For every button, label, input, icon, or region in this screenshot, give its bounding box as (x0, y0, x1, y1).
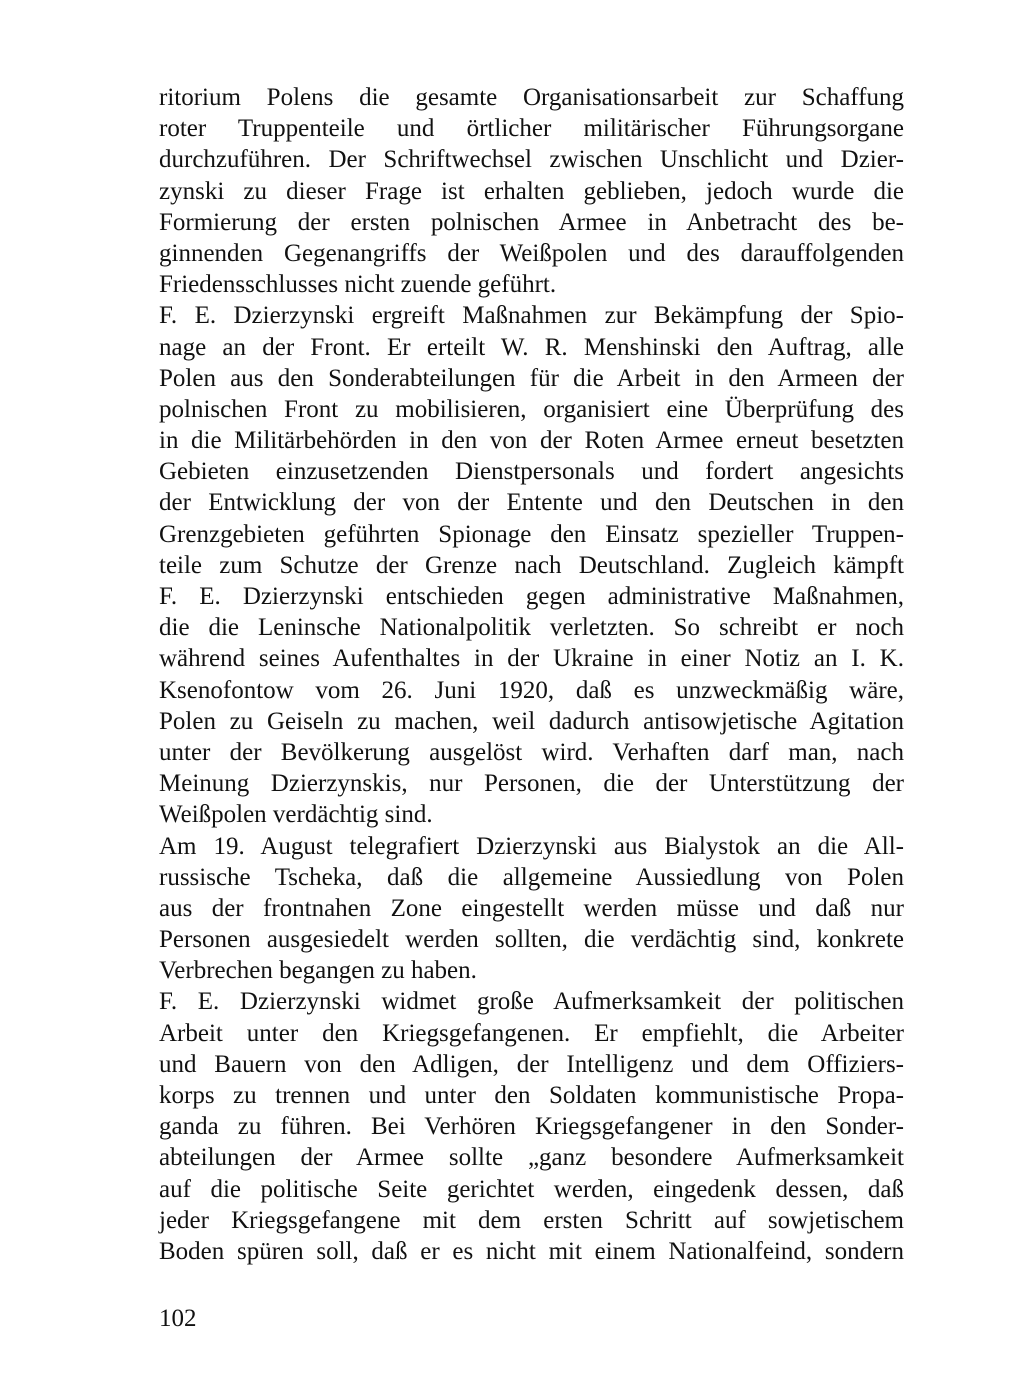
text-line: nage an der Front. Er erteilt W. R. Menshinski den Auftrag, alle (159, 333, 904, 361)
text-line: Grenzgebieten geführten Spionage den Einsatz spezieller Truppen- (159, 520, 904, 548)
text-line: abteilungen der Armee sollte „ganz besondere Aufmerksamkeit (159, 1144, 904, 1172)
text-line: korps zu trennen und unter den Soldaten kommunistische Propa- (159, 1082, 904, 1109)
text-line: unter der Bevölkerung ausgelöst wird. Verhaften darf man, nach (159, 738, 904, 766)
page-body (159, 82, 904, 1267)
text-line: aus der frontnahen Zone eingestellt werden müsse und daß nur (159, 894, 904, 922)
text-line: polnischen Front zu mobilisieren, organisiert eine Überprüfung des (159, 395, 904, 423)
text-line: während seines Aufenthaltes in der Ukraine in einer Notiz an I. K. (159, 645, 904, 673)
text-line: Am 19. August telegrafiert Dzierzynski aus Bialystok an die All- (159, 832, 904, 860)
paragraph-3 (159, 831, 904, 987)
text-line: die die Leninsche Nationalpolitik verletzten. So schreibt er noch (159, 614, 904, 642)
text-line: auf die politische Seite gerichtet werden, eingedenk dessen, daß (159, 1175, 904, 1203)
text-line: jeder Kriegsgefangene mit dem ersten Schritt auf sowjetischem (159, 1206, 904, 1234)
paragraph-1 (159, 82, 904, 300)
text-line: roter Truppenteile und örtlicher militärischer Führungsorgane (159, 115, 904, 143)
text-line: in die Militärbehörden in den von der Roten Armee erneut besetzten (159, 427, 904, 455)
text-line: Polen aus den Sonderabteilungen für die Arbeit in den Armeen der (159, 364, 904, 392)
text-line: Meinung Dzierzynskis, nur Personen, die der Unterstützung der (159, 770, 904, 798)
text-line: Friedensschlusses nicht zuende geführt. (159, 271, 557, 299)
text-line: ginnenden Gegenangriffs der Weißpolen und des darauffolgenden (159, 239, 904, 267)
text-line: teile zum Schutze der Grenze nach Deutschland. Zugleich kämpft (159, 551, 904, 579)
text-line: F. E. Dzierzynski ergreift Maßnahmen zur Bekämpfung der Spio- (159, 302, 904, 330)
text-line: der Entwicklung der von der Entente und den Deutschen in den (159, 489, 904, 517)
text-line: Weißpolen verdächtig sind. (159, 801, 433, 829)
text-line: Arbeit unter den Kriegsgefangenen. Er empfiehlt, die Arbeiter (159, 1019, 904, 1047)
text-line: Ksenofontow vom 26. Juni 1920, daß es unzweckmäßig wäre, (159, 676, 904, 704)
text-line: zynski zu dieser Frage ist erhalten geblieben, jedoch wurde die (159, 177, 904, 205)
text-line: Verbrechen begangen zu haben. (159, 957, 477, 985)
page-number: 102 (159, 1305, 197, 1332)
text-line: ritorium Polens die gesamte Organisationsarbeit zur Schaffung (159, 84, 904, 111)
text-line: Polen zu Geiseln zu machen, weil dadurch antisowjetische Agitation (159, 707, 904, 735)
text-line: russische Tscheka, daß die allgemeine Aussiedlung von Polen (159, 863, 904, 891)
text-line: Personen ausgesiedelt werden sollten, die verdächtig sind, konkrete (159, 926, 904, 954)
text-line: Boden spüren soll, daß er es nicht mit einem Nationalfeind, sondern (159, 1237, 904, 1265)
text-line: F. E. Dzierzynski entschieden gegen administrative Maßnahmen, (159, 583, 904, 610)
paragraph-4 (159, 986, 904, 1267)
text-line: Formierung der ersten polnischen Armee in Anbetracht des be- (159, 208, 904, 236)
text-line: durchzuführen. Der Schriftwechsel zwischen Unschlicht und Dzier- (159, 146, 904, 174)
text-line: und Bauern von den Adligen, der Intelligenz und dem Offiziers- (159, 1050, 904, 1078)
text-line: Gebieten einzusetzenden Dienstpersonals und fordert angesichts (159, 458, 904, 486)
text-line: F. E. Dzierzynski widmet große Aufmerksamkeit der politischen (159, 988, 904, 1016)
text-line: ganda zu führen. Bei Verhören Kriegsgefangener in den Sonder- (159, 1113, 904, 1141)
paragraph-2 (159, 300, 904, 830)
